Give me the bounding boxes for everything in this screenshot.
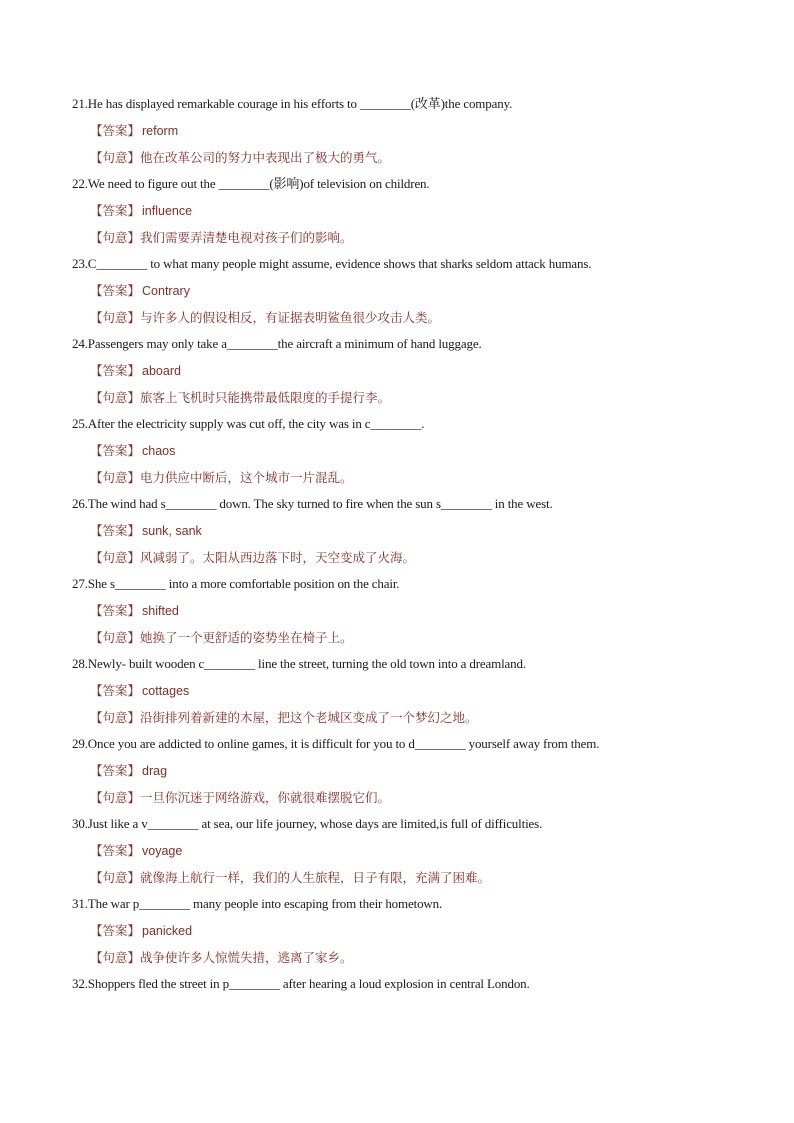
meaning-tag: 【句意】	[90, 870, 141, 885]
meaning-text: 战争使许多人惊慌失措，逃离了家乡。	[140, 950, 353, 965]
meaning-text: 旅客上飞机时只能携带最低限度的手提行李。	[140, 390, 391, 405]
answer-text: influence	[142, 204, 193, 218]
answer-text: reform	[142, 124, 179, 138]
exercise-item-27	[72, 575, 732, 646]
meaning-text: 与许多人的假设相反，有证据表明鲨鱼很少攻击人类。	[140, 310, 441, 325]
meaning-text: 电力供应中断后，这个城市一片混乱。	[140, 470, 353, 485]
answer-line	[72, 282, 732, 299]
meaning-tag: 【句意】	[90, 390, 141, 405]
exercise-item-31	[72, 895, 732, 966]
answer-line	[72, 602, 732, 619]
exercise-item-32	[72, 975, 732, 992]
meaning-tag: 【句意】	[90, 790, 141, 805]
exercise-item-24	[72, 335, 732, 406]
meaning-tag: 【句意】	[90, 230, 141, 245]
answer-line	[72, 122, 732, 139]
meaning-line	[72, 229, 732, 246]
meaning-line	[72, 549, 732, 566]
answer-tag: 【答案】	[90, 683, 141, 698]
answer-line	[72, 922, 732, 939]
exercise-page	[72, 95, 732, 1002]
answer-text: shifted	[142, 604, 179, 618]
meaning-line	[72, 309, 732, 326]
meaning-tag: 【句意】	[90, 310, 141, 325]
answer-tag: 【答案】	[90, 763, 141, 778]
exercise-item-28	[72, 655, 732, 726]
answer-line	[72, 362, 732, 379]
answer-text: panicked	[142, 924, 193, 938]
question-text: 28.Newly- built wooden c________ line the street, turning the old town into a dreamland.	[72, 656, 526, 671]
question-text: 27.She s________ into a more comfortable position on the chair.	[72, 576, 400, 591]
question-text: 31.The war p________ many people into escaping from their hometown.	[72, 896, 443, 911]
answer-text: drag	[142, 764, 168, 778]
answer-line	[72, 442, 732, 459]
meaning-text: 一旦你沉迷于网络游戏，你就很难摆脱它们。	[140, 790, 391, 805]
question-text: 32.Shoppers fled the street in p________ after hearing a loud explosion in central London.	[72, 976, 530, 991]
answer-tag: 【答案】	[90, 123, 141, 138]
answer-tag: 【答案】	[90, 843, 141, 858]
exercise-item-30	[72, 815, 732, 886]
question-text: 29.Once you are addicted to online games, it is difficult for you to d________ yourself away from them.	[72, 736, 600, 751]
answer-tag: 【答案】	[90, 283, 141, 298]
question-text: 21.He has displayed remarkable courage in his efforts to ________(改革)the company.	[72, 96, 513, 111]
answer-tag: 【答案】	[90, 443, 141, 458]
meaning-tag: 【句意】	[90, 710, 141, 725]
answer-tag: 【答案】	[90, 603, 141, 618]
answer-line	[72, 762, 732, 779]
question-text: 22.We need to figure out the ________(影响)of television on children.	[72, 176, 430, 191]
answer-text: aboard	[142, 364, 181, 378]
answer-tag: 【答案】	[90, 363, 141, 378]
question-text: 26.The wind had s________ down. The sky turned to fire when the sun s________ in the west.	[72, 496, 553, 511]
meaning-text: 就像海上航行一样，我们的人生旅程，日子有限，充满了困难。	[140, 870, 491, 885]
meaning-line	[72, 869, 732, 886]
meaning-text: 风减弱了。太阳从西边落下时，天空变成了火海。	[140, 550, 416, 565]
answer-text: voyage	[142, 844, 183, 858]
meaning-line	[72, 949, 732, 966]
meaning-line	[72, 469, 732, 486]
exercise-item-23	[72, 255, 732, 326]
question-text: 25.After the electricity supply was cut off, the city was in c________.	[72, 416, 425, 431]
meaning-text: 我们需要弄清楚电视对孩子们的影响。	[140, 230, 353, 245]
meaning-tag: 【句意】	[90, 470, 141, 485]
meaning-tag: 【句意】	[90, 150, 141, 165]
exercise-item-21	[72, 95, 732, 166]
meaning-tag: 【句意】	[90, 950, 141, 965]
question-text: 23.C________ to what many people might assume, evidence shows that sharks seldom attack humans.	[72, 256, 592, 271]
meaning-line	[72, 149, 732, 166]
exercise-item-26	[72, 495, 732, 566]
exercise-item-29	[72, 735, 732, 806]
question-text: 30.Just like a v________ at sea, our life journey, whose days are limited,is full of difficulties.	[72, 816, 543, 831]
answer-text: Contrary	[142, 284, 190, 298]
exercise-item-22	[72, 175, 732, 246]
answer-tag: 【答案】	[90, 203, 141, 218]
meaning-line	[72, 389, 732, 406]
question-text: 24.Passengers may only take a________the aircraft a minimum of hand luggage.	[72, 336, 482, 351]
answer-tag: 【答案】	[90, 523, 141, 538]
answer-line	[72, 522, 732, 539]
meaning-text: 沿街排列着新建的木屋，把这个老城区变成了一个梦幻之地。	[140, 710, 478, 725]
answer-tag: 【答案】	[90, 923, 141, 938]
meaning-text: 他在改革公司的努力中表现出了极大的勇气。	[140, 150, 391, 165]
answer-text: chaos	[142, 444, 176, 458]
answer-text: sunk, sank	[142, 524, 202, 538]
meaning-tag: 【句意】	[90, 550, 141, 565]
answer-line	[72, 842, 732, 859]
meaning-line	[72, 629, 732, 646]
answer-line	[72, 682, 732, 699]
answer-line	[72, 202, 732, 219]
meaning-tag: 【句意】	[90, 630, 141, 645]
exercise-item-25	[72, 415, 732, 486]
meaning-line	[72, 709, 732, 726]
answer-text: cottages	[142, 684, 190, 698]
meaning-text: 她换了一个更舒适的姿势坐在椅子上。	[140, 630, 353, 645]
meaning-line	[72, 789, 732, 806]
